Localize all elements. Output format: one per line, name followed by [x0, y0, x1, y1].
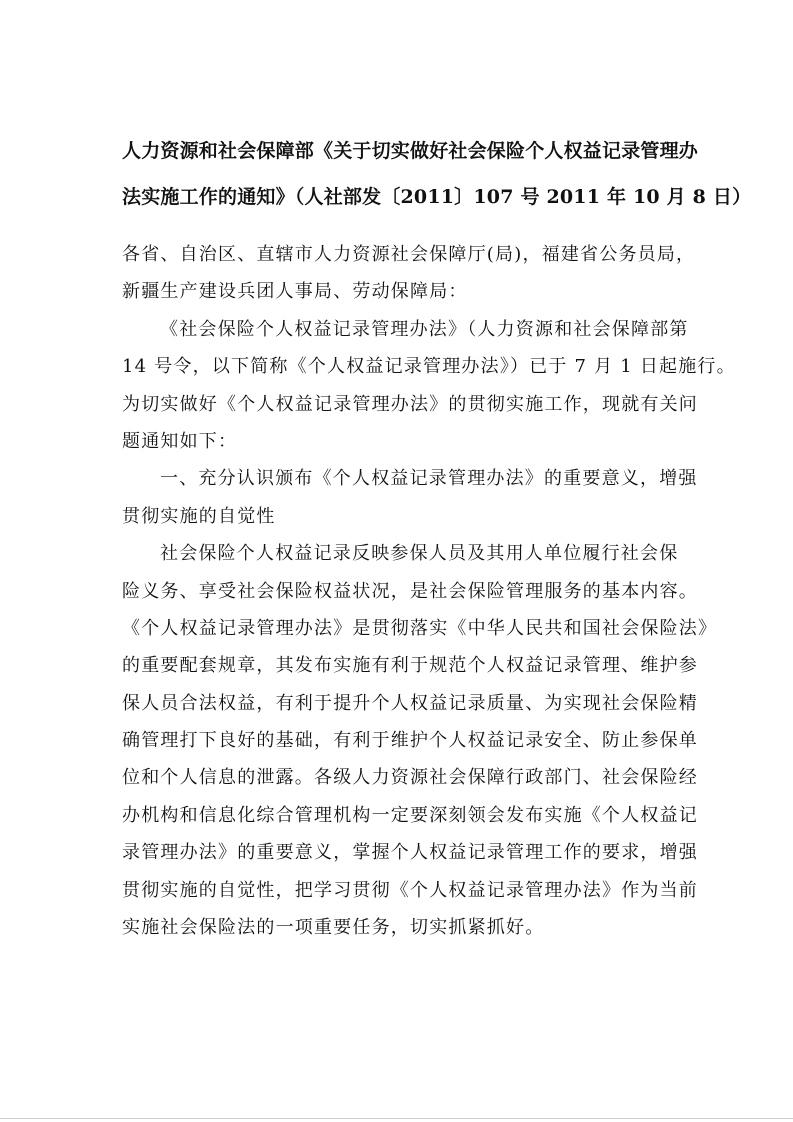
document-body: [122, 236, 736, 946]
title-line-2: 法实施工作的通知》（人社部发〔2011〕107 号 2011 年 10 月 8 日）: [122, 186, 752, 208]
paragraph-line-7: 位和个人信息的泄露。各级人力资源社会保障行政部门、社会保险经: [122, 767, 698, 789]
paragraph-intro-line-1: 《社会保险个人权益记录管理办法》（人力资源和社会保障部第: [160, 318, 689, 340]
salutation-line-2: 新疆生产建设兵团人事局、劳动保障局：: [122, 281, 468, 303]
title-line-1: 人力资源和社会保障部《关于切实做好社会保险个人权益记录管理办: [122, 140, 699, 162]
paragraph-intro-line-4: 题通知如下：: [122, 430, 238, 452]
paragraph-line-3: 《个人权益记录管理办法》是贯彻落实《中华人民共和国社会保险法》: [122, 617, 718, 639]
paragraph-line-8: 办机构和信息化综合管理机构一定要深刻领会发布实施《个人权益记: [122, 804, 698, 826]
document-title: [122, 128, 752, 220]
page-bottom-rule: [0, 1118, 793, 1119]
paragraph-line-10: 贯彻实施的自觉性，把学习贯彻《个人权益记录管理办法》作为当前: [122, 879, 698, 901]
paragraph-line-11: 实施社会保险法的一项重要任务，切实抓紧抓好。: [122, 917, 545, 939]
paragraph-line-5: 保人员合法权益，有利于提升个人权益记录质量、为实现社会保险精: [122, 692, 698, 714]
paragraph-line-1: 社会保险个人权益记录反映参保人员及其用人单位履行社会保: [160, 543, 679, 565]
paragraph-intro-line-2: 14 号令，以下简称《个人权益记录管理办法》）已于 7 月 1 日起施行。: [122, 356, 736, 378]
paragraph-intro-line-3: 为切实做好《个人权益记录管理办法》的贯彻实施工作，现就有关问: [122, 393, 698, 415]
section-heading-line-1: 一、充分认识颁布《个人权益记录管理办法》的重要意义，增强: [160, 468, 698, 490]
paragraph-line-2: 险义务、享受社会保险权益状况，是社会保险管理服务的基本内容。: [122, 580, 698, 602]
section-heading-line-2: 贯彻实施的自觉性: [122, 505, 276, 527]
paragraph-line-9: 录管理办法》的重要意义，掌握个人权益记录管理工作的要求，增强: [122, 842, 698, 864]
paragraph-line-6: 确管理打下良好的基础，有利于维护个人权益记录安全、防止参保单: [122, 730, 698, 752]
paragraph-line-4: 的重要配套规章，其发布实施有利于规范个人权益记录管理、维护参: [122, 655, 698, 677]
salutation-line-1: 各省、自治区、直辖市人力资源社会保障厅(局)，福建省公务员局，: [122, 244, 696, 265]
